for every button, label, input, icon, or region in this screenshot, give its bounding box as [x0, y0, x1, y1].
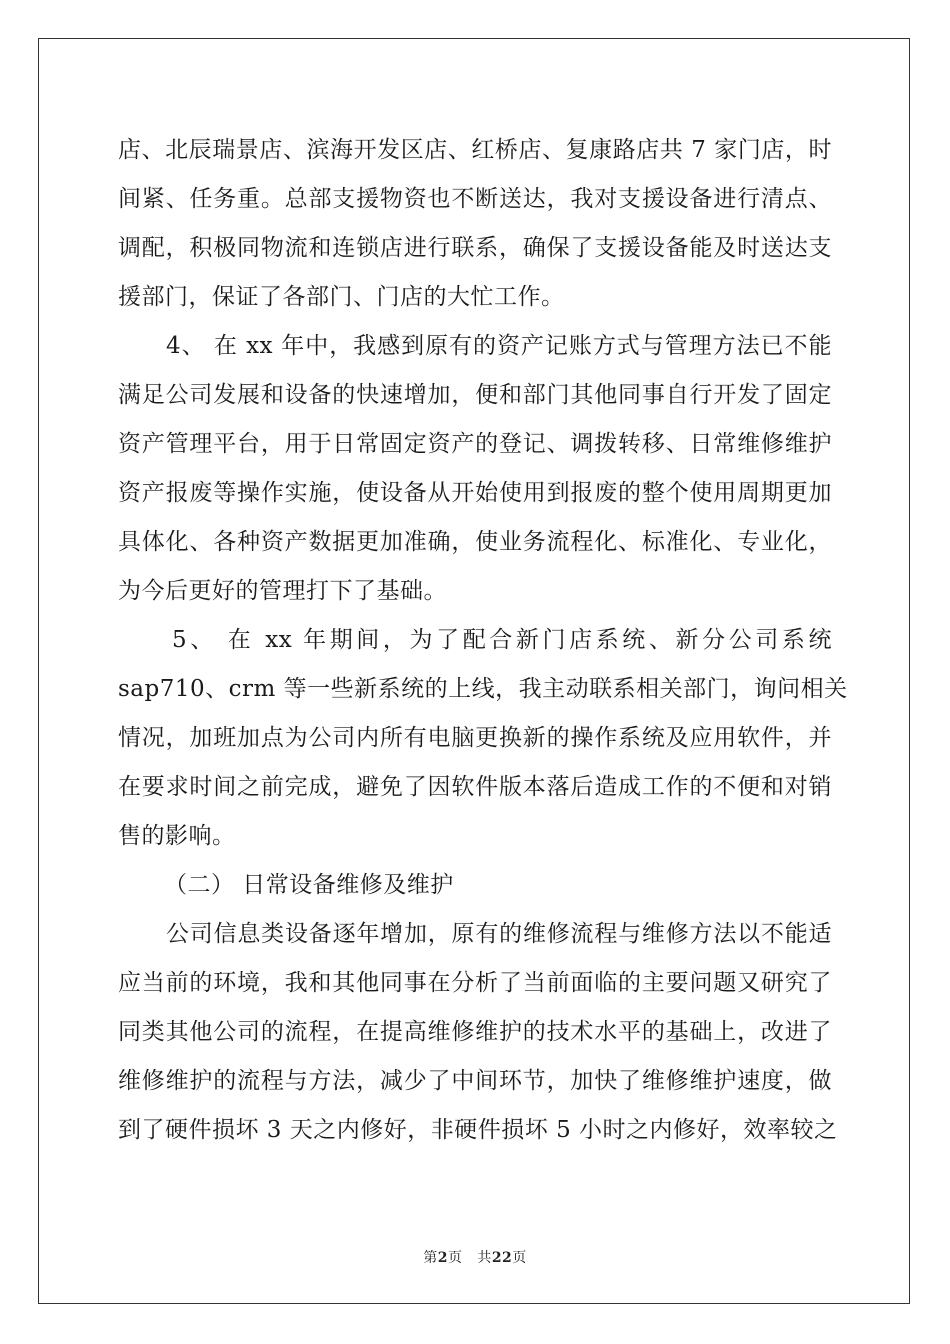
- total-suffix: 页: [512, 1250, 527, 1266]
- text-line: 维修维护的流程与方法，减少了中间环节，加快了维修维护速度，做: [118, 1068, 832, 1094]
- page-number-total: 22: [491, 1250, 513, 1266]
- text-line: 满足公司发展和设备的快速增加，便和部门其他同事自行开发了固定: [118, 382, 832, 408]
- page-number-current: 2: [437, 1250, 448, 1266]
- text-line: 应当前的环境，我和其他同事在分析了当前面临的主要问题又研究了: [118, 970, 832, 996]
- heading-text: （二） 日常设备维修及维护: [164, 872, 454, 898]
- document-body: [118, 126, 848, 1155]
- total-prefix: 共: [477, 1250, 492, 1266]
- text-line: 为今后更好的管理打下了基础。: [118, 578, 447, 604]
- text-line: 店、北辰瑞景店、滨海开发区店、红桥店、复康路店共 7 家门店，时: [118, 137, 832, 163]
- text-line: 援部门，保证了各部门、门店的大忙工作。: [118, 284, 565, 310]
- text-line: 情况，加班加点为公司内所有电脑更换新的操作系统及应用软件，并: [118, 725, 832, 751]
- paragraph-item-4: [118, 322, 832, 616]
- text-line: 5、 在 xx 年期间，为了配合新门店系统、新分公司系统: [172, 627, 832, 653]
- text-line: 售的影响。: [118, 823, 236, 849]
- text-line: 资产报废等操作实施，使设备从开始使用到报废的整个使用周期更加: [118, 480, 832, 506]
- text-line: sap710、crm 等一些新系统的上线，我主动联系相关部门，询问相关: [118, 676, 848, 702]
- paragraph-maintenance: [118, 910, 838, 1155]
- text-line: 具体化、各种资产数据更加准确，使业务流程化、标准化、专业化，: [118, 529, 832, 555]
- page-footer: [0, 1247, 950, 1267]
- page-prefix: 第: [423, 1250, 438, 1266]
- text-line: 到了硬件损坏 3 天之内修好，非硬件损坏 5 小时之内修好，效率较之: [118, 1117, 838, 1143]
- text-line: 4、 在 xx 年中，我感到原有的资产记账方式与管理方法已不能: [166, 333, 832, 359]
- paragraph-item-5: [118, 616, 848, 861]
- paragraph-1: [118, 126, 832, 322]
- section-heading: [118, 861, 832, 910]
- text-line: 在要求时间之前完成，避免了因软件版本落后造成工作的不便和对销: [118, 774, 832, 800]
- page-suffix: 页: [447, 1250, 463, 1266]
- text-line: 公司信息类设备逐年增加，原有的维修流程与维修方法以不能适: [166, 921, 832, 947]
- text-line: 间紧、任务重。总部支援物资也不断送达，我对支援设备进行清点、: [118, 186, 832, 212]
- text-line: 资产管理平台，用于日常固定资产的登记、调拨转移、日常维修维护: [118, 431, 832, 457]
- text-line: 同类其他公司的流程，在提高维修维护的技术水平的基础上，改进了: [118, 1019, 832, 1045]
- text-line: 调配，积极同物流和连锁店进行联系，确保了支援设备能及时送达支: [118, 235, 832, 261]
